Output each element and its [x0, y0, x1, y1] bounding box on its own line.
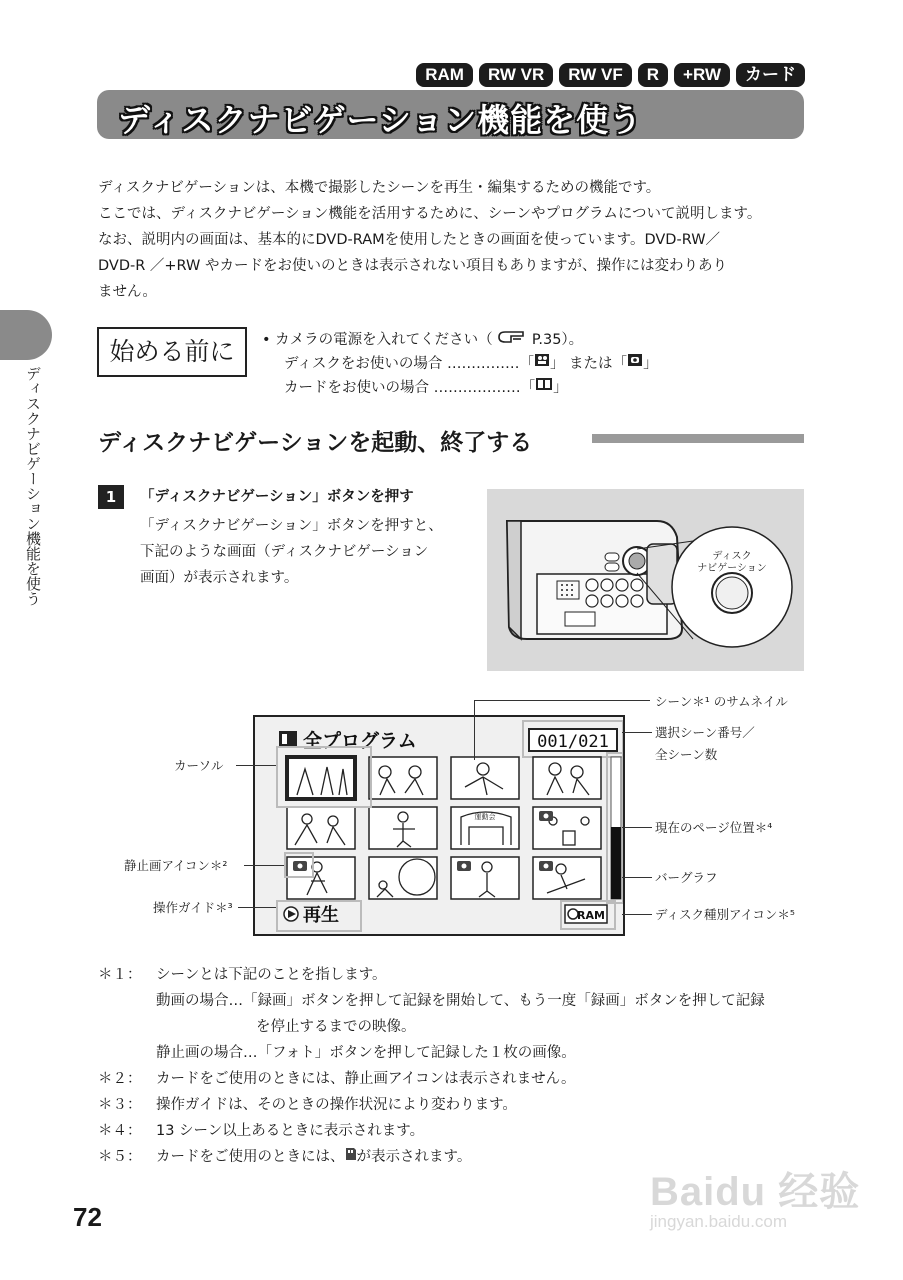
note-1-mark: ＊１：	[98, 967, 142, 983]
intro-line: ディスクナビゲーションは、本機で撮影したシーンを再生・編集するための機能です。	[98, 180, 661, 196]
note-1-text: シーンとは下記のことを指します。	[156, 967, 387, 983]
intro-line: ここでは、ディスクナビゲーション機能を活用するために、シーンやプログラムについて説明します。	[98, 206, 762, 222]
movie-mode-icon	[534, 356, 550, 372]
callout-cursor: カーソル	[174, 758, 224, 773]
before-line-3	[262, 376, 658, 400]
screen-header-title: 全プログラム	[303, 730, 417, 752]
note-3	[98, 1092, 765, 1118]
note-1	[98, 962, 765, 988]
before-line-2-mid: 」 または「	[549, 356, 628, 372]
callout-page-position: 現在のページ位置＊⁴	[655, 820, 773, 835]
callout-still-icon: 静止画アイコン＊²	[124, 858, 228, 873]
step-number: 1	[98, 485, 124, 509]
step-title: 「ディスクナビゲーション」ボタンを押す	[140, 489, 414, 505]
before-start-list	[262, 328, 658, 400]
note-3-mark: ＊３：	[98, 1097, 142, 1113]
watermark	[650, 1160, 861, 1231]
leader-op-guide	[238, 907, 276, 908]
before-line-1-text: • カメラの電源を入れてください（	[262, 332, 493, 348]
intro-line: ません。	[98, 284, 157, 300]
card-icon	[345, 1144, 357, 1170]
reference-hand-icon	[493, 332, 532, 348]
step-body	[140, 513, 470, 591]
badge-r: R	[638, 63, 668, 87]
media-badges	[416, 63, 805, 87]
before-line-2	[262, 352, 658, 376]
badge-ram: RAM	[416, 63, 473, 87]
side-tab	[0, 310, 52, 360]
before-line-1	[262, 328, 658, 352]
leader-bar-graph	[622, 877, 652, 878]
callout-disc-type: ディスク種別アイコン＊⁵	[655, 907, 795, 922]
intro-line: なお、説明内の画面は、基本的にDVD-RAMを使用したときの画面を使っています。DVD-RW／	[98, 232, 721, 248]
photo-mode-icon	[627, 356, 643, 372]
leader-disc-type	[622, 914, 652, 915]
step-body-line: 下記のような画面（ディスクナビゲーション	[140, 544, 429, 560]
page-number: 72	[73, 1202, 102, 1232]
leader-thumbnail-v	[474, 700, 475, 760]
scene-event-text: 運動会	[474, 813, 496, 821]
callout-scene-number-1: 選択シーン番号／	[655, 725, 755, 740]
note-5-mark: ＊５：	[98, 1149, 142, 1165]
section-heading: ディスクナビゲーションを起動、終了する	[98, 430, 533, 456]
note-1-movie-line-2: を停止するまでの映像。	[256, 1019, 416, 1035]
step-body-line: 画面）が表示されます。	[140, 570, 299, 586]
disc-nav-button-label-2: ナビゲーション	[697, 563, 767, 574]
disc-type-text: RAM	[577, 909, 605, 922]
before-line-2-text: ディスクをお使いの場合 ……………「	[284, 356, 534, 372]
note-2-mark: ＊２：	[98, 1071, 142, 1087]
callout-scene-number-2: 全シーン数	[655, 747, 718, 762]
note-4-text: 13 シーン以上あるときに表示されます。	[156, 1123, 425, 1139]
callout-thumbnail: シーン＊¹ のサムネイル	[655, 694, 788, 709]
note-5-text-b: が表示されます。	[356, 1149, 472, 1165]
watermark-main: Baidu 经验	[650, 1170, 861, 1214]
intro-line: DVD-R ／+RW やカードをお使いのときは表示されない項目もありますが、操作には変わりあり	[98, 258, 727, 274]
op-guide-label: 再生	[303, 905, 339, 926]
disc-nav-button-label-1: ディスク	[712, 551, 752, 562]
badge-plus-rw: +RW	[674, 63, 730, 87]
note-2-text: カードをご使用のときには、静止画アイコンは表示されません。	[156, 1071, 576, 1087]
callout-op-guide: 操作ガイド＊³	[153, 900, 233, 915]
side-chapter-label: ディスクナビゲーション機能を使う	[24, 366, 42, 606]
watermark-url: jingyan.baidu.com	[650, 1212, 788, 1231]
note-3-text: 操作ガイドは、そのときの操作状況により変わります。	[156, 1097, 517, 1113]
camera-illustration	[487, 489, 804, 671]
leader-thumbnail	[474, 700, 650, 701]
before-line-1-ref: P.35）。	[531, 332, 584, 348]
note-4-mark: ＊４：	[98, 1123, 142, 1139]
step-body-line: 「ディスクナビゲーション」ボタンを押すと、	[140, 518, 443, 534]
footnotes	[98, 962, 765, 1170]
badge-rw-vr: RW VR	[479, 63, 553, 87]
before-line-3-text: カードをお使いの場合 ………………「	[284, 380, 536, 396]
note-1-still: 静止画の場合…「フォト」ボタンを押して記録した１枚の画像。	[156, 1045, 576, 1061]
before-line-3-end: 」	[553, 380, 568, 396]
badge-rw-vf: RW VF	[559, 63, 631, 87]
scene-counter: 001/021	[537, 732, 609, 752]
leader-cursor	[236, 765, 276, 766]
section-rule	[592, 434, 804, 443]
screen-graphics	[255, 717, 623, 934]
page-title: ディスクナビゲーション機能を使う	[118, 101, 643, 139]
before-start-box: 始める前に	[97, 327, 247, 377]
card-mode-icon	[535, 380, 553, 396]
badge-card: カード	[736, 63, 805, 87]
disc-navigation-screen	[253, 715, 625, 936]
note-4	[98, 1118, 765, 1144]
before-line-2-end: 」	[643, 356, 658, 372]
intro-text	[98, 175, 810, 305]
note-1-movie-line-1: 動画の場合…「録画」ボタンを押して記録を開始して、もう一度「録画」ボタンを押して記録	[156, 993, 765, 1009]
leader-scene-number	[622, 732, 652, 733]
camcorder-drawing	[487, 489, 804, 671]
leader-page-position	[622, 827, 652, 828]
note-2	[98, 1066, 765, 1092]
note-5-text-a: カードをご使用のときには、	[156, 1149, 345, 1165]
leader-still-icon	[244, 865, 284, 866]
callout-bar-graph: バーグラフ	[655, 870, 718, 885]
